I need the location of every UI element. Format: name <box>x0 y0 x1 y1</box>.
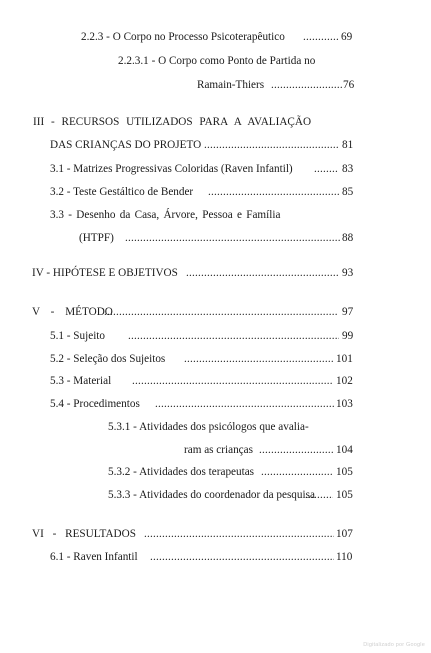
toc-page-number: 103 <box>336 398 353 410</box>
toc-entry-title: 5.3.3 - Atividades do coordenador da pesquisa <box>108 489 315 501</box>
toc-leader-dots <box>261 465 333 479</box>
toc-leader-dots <box>155 397 334 411</box>
toc-entry-title: VI - RESULTADOS <box>32 528 136 540</box>
toc-entry-title: (HTPF) <box>79 232 114 244</box>
toc-page-number: 110 <box>336 551 353 563</box>
toc-entry-title: 5.4 - Procedimentos <box>50 398 140 410</box>
toc-leader-dots <box>104 305 338 319</box>
toc-leader-dots <box>204 138 338 152</box>
toc-page-number: 105 <box>336 489 353 501</box>
toc-leader-dots <box>271 78 342 92</box>
toc-page-number: 83 <box>342 163 354 175</box>
toc-leader-dots <box>125 231 341 245</box>
toc-entry-title: ram as crianças <box>184 444 253 456</box>
toc-page-number: 99 <box>342 330 354 342</box>
toc-entry-title: 3.1 - Matrizes Progressivas Coloridas (Raven Infantil) <box>50 163 293 175</box>
toc-leader-dots <box>150 550 334 564</box>
toc-entry-title: Ramain-Thiers <box>197 79 265 91</box>
toc-page-number: 107 <box>336 528 353 540</box>
toc-entry-title: 5.1 - Sujeito <box>50 330 106 342</box>
toc-entry-title: 3.3 - Desenho da Casa, Árvore, Pessoa e Família <box>50 209 281 221</box>
toc-page-number: 104 <box>336 444 353 456</box>
toc-leader-dots <box>259 443 333 457</box>
toc-entry-title: 6.1 - Raven Infantil <box>50 551 138 563</box>
toc-leader-dots <box>132 374 333 388</box>
toc-leader-dots <box>144 527 334 541</box>
toc-leader-dots <box>184 352 334 366</box>
toc-leader-dots <box>208 185 339 199</box>
toc-entry-title: III - RECURSOS UTILIZADOS PARA A AVALIAÇÃO <box>33 116 312 128</box>
toc-leader-dots <box>128 329 339 343</box>
toc-entry-title: 5.3.1 - Atividades dos psicólogos que avalia- <box>108 421 309 433</box>
toc-page-number: 101 <box>336 353 353 365</box>
toc-page-number: 85 <box>342 186 354 198</box>
toc-page-number: 97 <box>342 306 354 318</box>
toc-entry-title: IV - HIPÓTESE E OBJETIVOS <box>32 267 178 279</box>
toc-entry-title: 3.2 - Teste Gestáltico de Bender <box>50 186 194 198</box>
digitization-watermark: Digitalizado por Google <box>363 642 425 648</box>
toc-entry-title: 5.3 - Material <box>50 375 112 387</box>
toc-entry-title: 5.3.2 - Atividades dos terapeutas <box>108 466 255 478</box>
toc-page-number: 81 <box>342 139 354 151</box>
toc-leader-dots <box>305 488 333 502</box>
toc-page-number: 76 <box>343 79 355 91</box>
toc-leader-dots <box>303 30 338 44</box>
toc-entry-title: 2.2.3 - O Corpo no Processo Psicoterapêutico <box>81 31 285 43</box>
toc-entry-title: V - MÉTODO <box>32 306 113 318</box>
toc-entry-title: 2.2.3.1 - O Corpo como Ponto de Partida no <box>118 55 316 67</box>
toc-leader-dots <box>314 162 338 176</box>
toc-leader-dots <box>186 266 338 280</box>
toc-page-number: 69 <box>341 31 353 43</box>
toc-page-number: 105 <box>336 466 353 478</box>
toc-page-number: 93 <box>342 267 354 279</box>
toc-page-number: 102 <box>336 375 353 387</box>
toc-entry-title: DAS CRIANÇAS DO PROJETO <box>50 139 202 151</box>
toc-page-number: 88 <box>342 232 354 244</box>
toc-entry-title: 5.2 - Seleção dos Sujeitos <box>50 353 166 365</box>
